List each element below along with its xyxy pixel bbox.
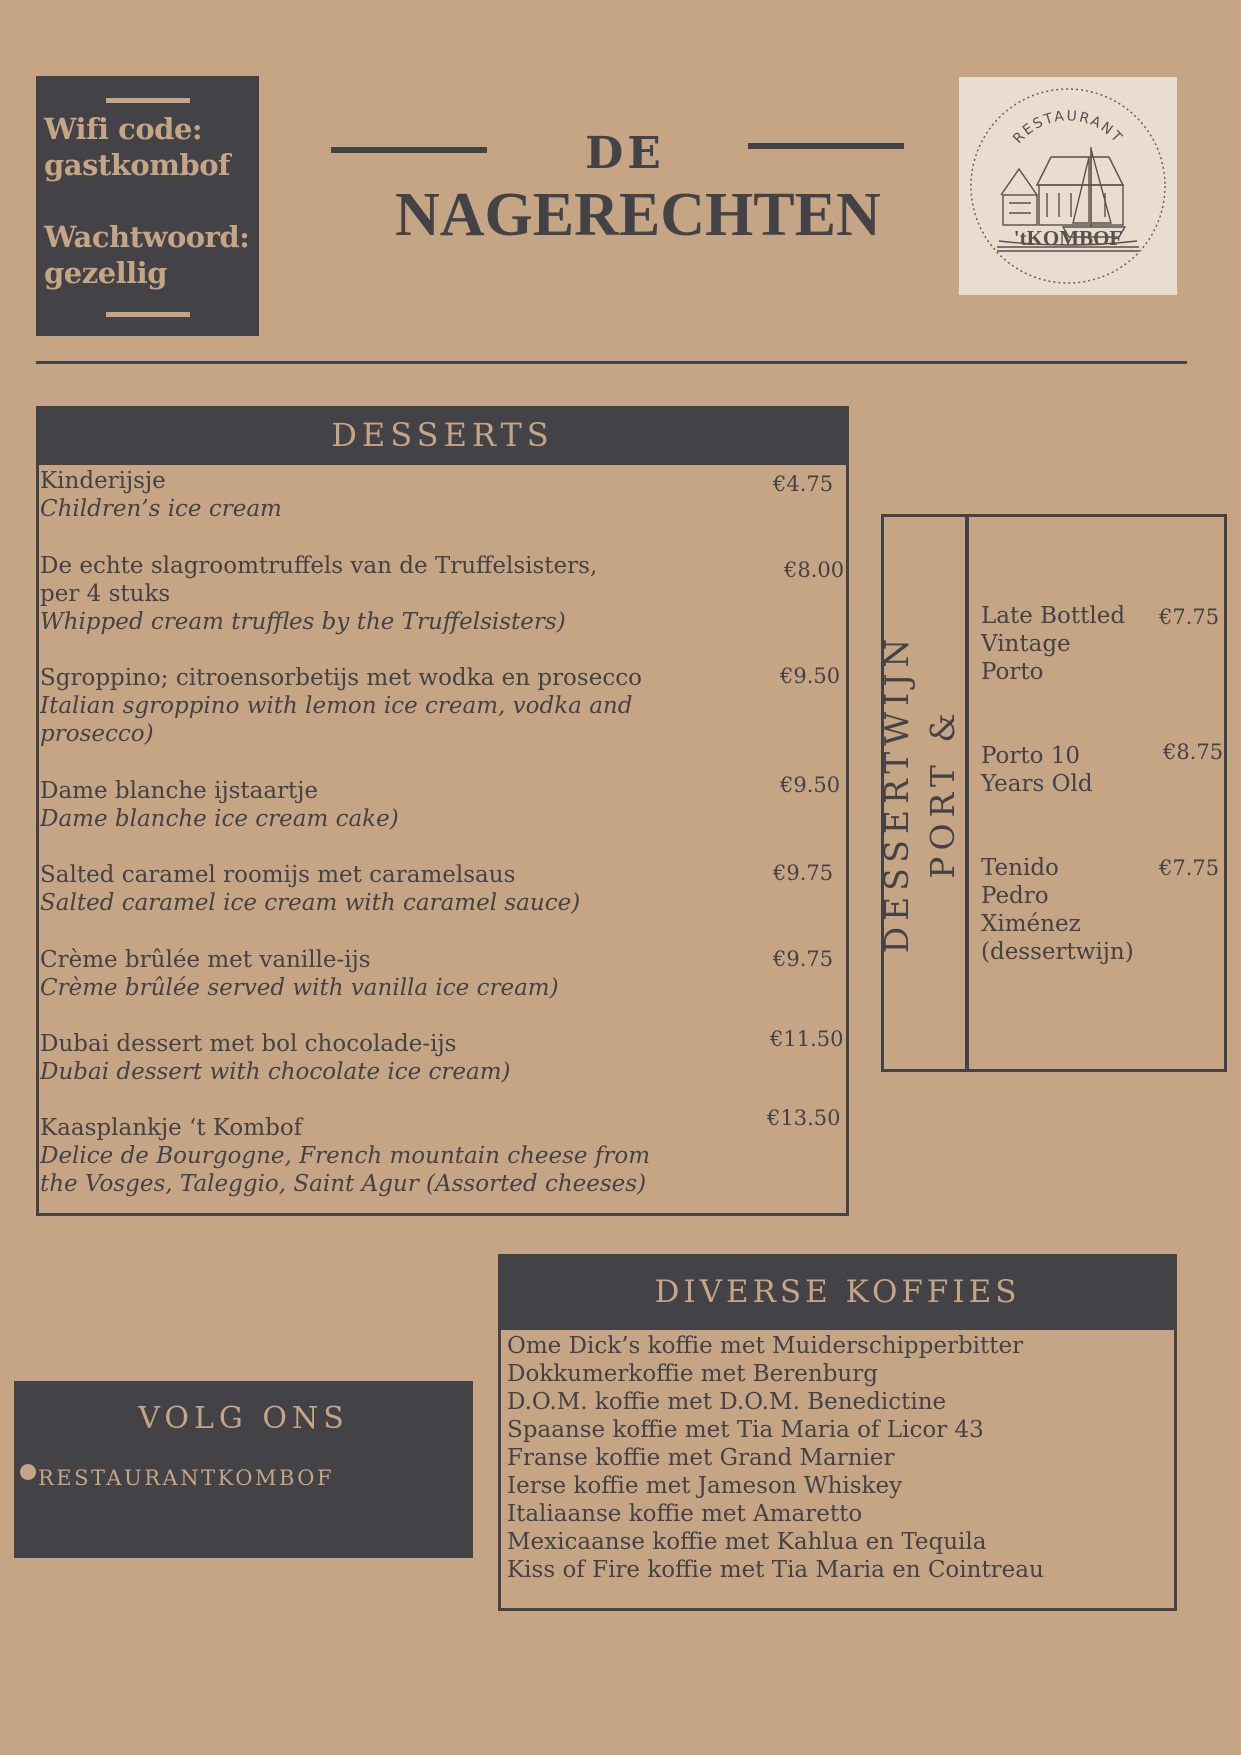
koffie-item: Dokkumerkoffie met Berenburg xyxy=(507,1361,878,1387)
port-item-line: Porto 10 xyxy=(981,743,1081,769)
port-item-line: Ximénez xyxy=(981,911,1081,937)
dessert-price: €9.75 xyxy=(773,947,834,971)
koffie-item: Franse koffie met Grand Marnier xyxy=(507,1445,895,1471)
port-item-line: (dessertwijn) xyxy=(981,939,1134,965)
logo-top-text: RESTAURANT xyxy=(1010,108,1126,147)
desserts-heading: DESSERTS xyxy=(36,406,849,465)
title-rule-left xyxy=(331,147,487,153)
dessert-name: Sgroppino; citroensorbetijs met wodka en prosecco xyxy=(40,665,642,691)
svg-text:RESTAURANT xyxy=(1010,108,1126,147)
koffie-item: Ome Dick’s koffie met Muiderschipperbitter xyxy=(507,1333,1024,1359)
page-title-small: DE xyxy=(585,128,665,179)
koffie-item: Spaanse koffie met Tia Maria of Licor 43 xyxy=(507,1417,984,1443)
instagram-icon xyxy=(20,1464,36,1480)
koffie-item: Mexicaanse koffie met Kahlua en Tequila xyxy=(507,1529,987,1555)
port-item xyxy=(981,742,1093,798)
wifi-code-value: gastkombof xyxy=(44,148,231,182)
koffie-item: Italiaanse koffie met Amaretto xyxy=(507,1501,863,1527)
koffies-heading: DIVERSE KOFFIES xyxy=(498,1254,1177,1330)
section-divider xyxy=(36,361,1187,364)
port-heading-line1: PORT & xyxy=(923,707,962,879)
wifi-info-box xyxy=(36,76,259,336)
dessert-price: €8.00 xyxy=(784,558,845,582)
koffie-item: Ierse koffie met Jameson Whiskey xyxy=(507,1473,903,1499)
dessert-name: Salted caramel roomijs met caramelsaus xyxy=(40,862,516,888)
port-item-line: Late Bottled xyxy=(981,603,1126,629)
dessert-description: Italian sgroppino with lemon ice cream, vodka and xyxy=(40,693,633,719)
logo-bottom-text: 'tKOMBOF xyxy=(1013,226,1123,250)
dessert-description: Delice de Bourgogne, French mountain cheese from xyxy=(40,1143,651,1169)
port-price: €7.75 xyxy=(1159,605,1220,629)
dessert-name: Kaasplankje ‘t Kombof xyxy=(40,1115,303,1141)
social-heading: VOLG ONS xyxy=(138,1401,349,1436)
port-item-line: Vintage xyxy=(981,631,1071,657)
page-title: NAGERECHTEN xyxy=(395,181,881,249)
dessert-price: €9.75 xyxy=(773,861,834,885)
dessert-description: Crème brûlée served with vanilla ice cream) xyxy=(40,975,559,1001)
port-price: €7.75 xyxy=(1159,856,1220,880)
title-rule-right xyxy=(748,143,904,149)
social-box xyxy=(14,1381,473,1558)
port-heading-line2: DESSERTWIJN xyxy=(877,632,916,954)
koffie-item: D.O.M. koffie met D.O.M. Benedictine xyxy=(507,1389,947,1415)
koffie-item: Kiss of Fire koffie met Tia Maria en Cointreau xyxy=(507,1557,1044,1583)
dessert-description: Children’s ice cream xyxy=(40,496,282,522)
port-item xyxy=(981,602,1125,686)
wifi-code-label: Wifi code: xyxy=(44,112,203,146)
dessert-price: €4.75 xyxy=(773,472,834,496)
social-handle[interactable]: RESTAURANTKOMBOF xyxy=(38,1466,335,1490)
wifi-password-label: Wachtwoord: xyxy=(44,220,250,254)
wifi-password-value: gezellig xyxy=(44,256,167,290)
logo-emblem-icon xyxy=(959,77,1177,295)
wifi-top-bar xyxy=(106,98,190,103)
port-item-line: Pedro xyxy=(981,883,1049,909)
dessert-name: De echte slagroomtruffels van de Truffelsisters, xyxy=(40,553,598,579)
port-item-line: Years Old xyxy=(981,771,1093,797)
port-item xyxy=(981,854,1134,966)
dessert-price: €11.50 xyxy=(770,1027,844,1051)
dessert-name: Kinderijsje xyxy=(40,468,166,494)
dessert-name: Dubai dessert met bol chocolade-ijs xyxy=(40,1031,457,1057)
port-item-line: Porto xyxy=(981,659,1044,685)
dessert-price: €13.50 xyxy=(767,1106,841,1130)
wifi-bottom-bar xyxy=(106,312,190,317)
restaurant-logo xyxy=(959,77,1177,295)
dessert-price: €9.50 xyxy=(780,664,841,688)
dessert-name: Dame blanche ijstaartje xyxy=(40,778,319,804)
dessert-description: Salted caramel ice cream with caramel sauce) xyxy=(40,890,581,916)
dessert-description: Dame blanche ice cream cake) xyxy=(40,806,399,832)
dessert-price: €9.50 xyxy=(780,773,841,797)
dessert-description: Whipped cream truffles by the Truffelsisters) xyxy=(40,609,566,635)
port-heading xyxy=(874,633,966,954)
dessert-description-line2: prosecco) xyxy=(40,721,154,747)
port-item-line: Tenido xyxy=(981,855,1059,881)
port-price: €8.75 xyxy=(1163,740,1224,764)
dessert-name-line2: per 4 stuks xyxy=(40,581,171,607)
dessert-description-line2: the Vosges, Taleggio, Saint Agur (Assorted cheeses) xyxy=(40,1171,647,1197)
dessert-name: Crème brûlée met vanille-ijs xyxy=(40,947,371,973)
dessert-description: Dubai dessert with chocolate ice cream) xyxy=(40,1059,511,1085)
